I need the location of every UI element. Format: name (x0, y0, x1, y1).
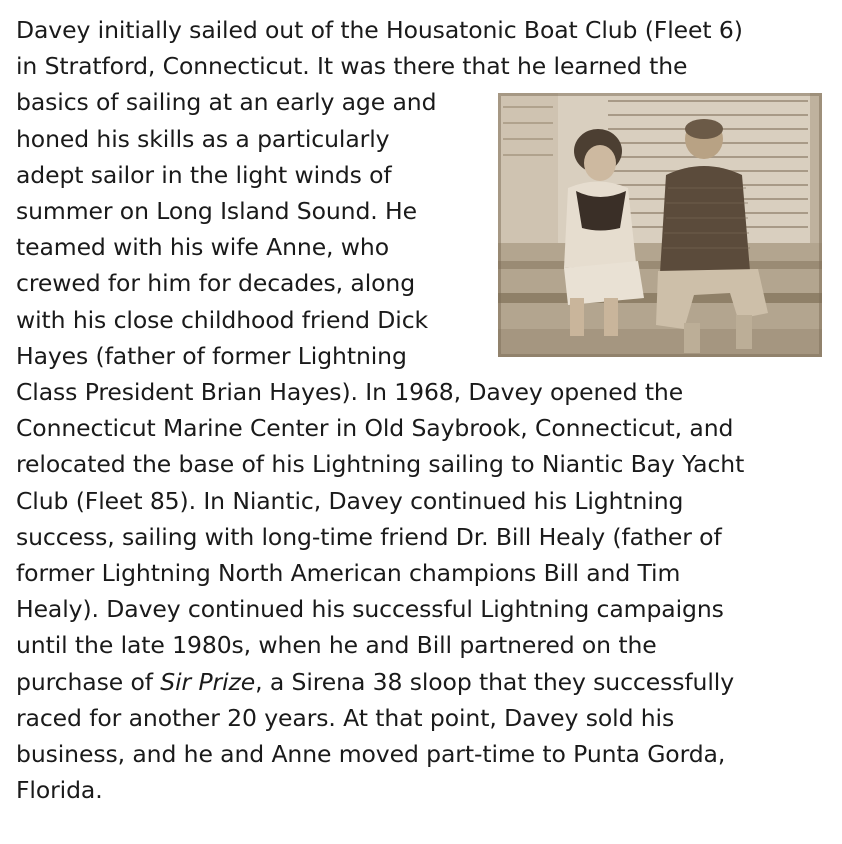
text-line: Davey initially sailed out of the Housatonic Boat Club (Fleet 6) (16, 16, 743, 44)
text-line: Club (Fleet 85). In Niantic, Davey continued his Lightning (16, 486, 684, 515)
text-line: summer on Long Island Sound. He (16, 197, 417, 226)
text-line: honed his skills as a particularly (16, 124, 390, 153)
text-line (16, 664, 826, 700)
text-line: Class President Brian Hayes). In 1968, Davey opened the (16, 378, 684, 407)
text-line: relocated the base of his Lightning sailing to Niantic Bay Yacht (16, 450, 745, 479)
text-line: Florida. (16, 776, 103, 805)
vintage-photo (498, 93, 822, 357)
text-line: crewed for him for decades, along (16, 269, 416, 298)
text-line: Hayes (father of former Lightning (16, 341, 407, 370)
text-line: Connecticut Marine Center in Old Saybrook, Connecticut, and (16, 414, 734, 443)
text-line: with his close childhood friend Dick (16, 305, 429, 334)
text-line: in Stratford, Connecticut. It was there that he learned the (16, 52, 688, 81)
text-fragment: purchase of (16, 667, 161, 696)
text-line: basics of sailing at an early age and (16, 88, 437, 117)
boat-name: Sir Prize (160, 667, 256, 696)
text-line: success, sailing with long-time friend Dr. Bill Healy (father of (16, 522, 722, 551)
text-line: raced for another 20 years. At that point, Davey sold his (16, 703, 675, 732)
text-line: until the late 1980s, when he and Bill partnered on the (16, 631, 657, 660)
text-line: business, and he and Anne moved part-time to Punta Gorda, (16, 740, 726, 769)
text-fragment: , a Sirena 38 sloop that they successfully (255, 667, 735, 696)
text-line: teamed with his wife Anne, who (16, 233, 389, 262)
text-line: Healy). Davey continued his successful Lightning campaigns (16, 595, 724, 624)
text-line: adept sailor in the light winds of (16, 160, 392, 189)
photo-image (498, 93, 822, 357)
text-line: former Lightning North American champions Bill and Tim (16, 559, 681, 588)
article-body (16, 12, 826, 808)
